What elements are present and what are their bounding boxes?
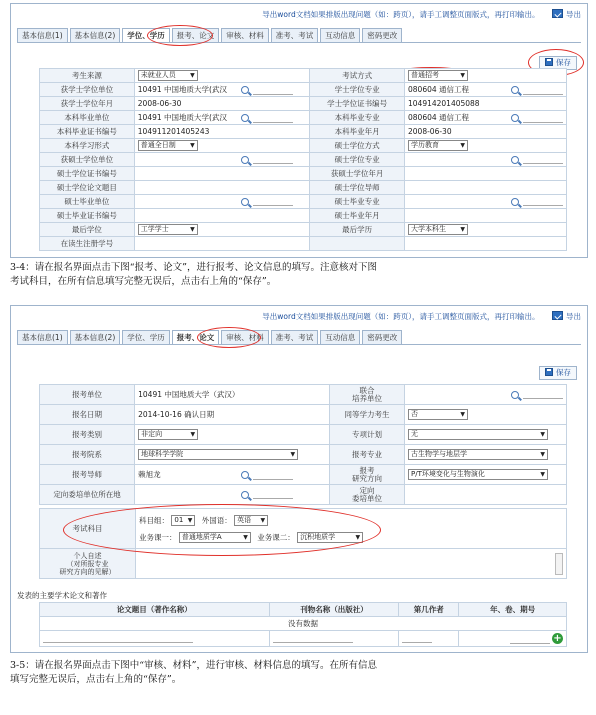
field-cell: [405, 223, 567, 237]
save-icon: [545, 368, 553, 376]
select-field[interactable]: P/T环境变化与生物演化 ▼: [408, 469, 548, 480]
field-label: 学士学位专业: [310, 83, 405, 97]
field-label: 报考院系: [40, 445, 135, 465]
field-cell: [134, 237, 309, 251]
papers-column-header: 刊物名称（出版社）: [269, 603, 399, 617]
field-label: 硕士毕业证书编号: [40, 209, 135, 223]
search-icon[interactable]: [241, 198, 249, 206]
tab-item[interactable]: 准考、考试: [271, 330, 319, 345]
field-label: 获学士学位单位: [40, 83, 135, 97]
search-underline: [523, 155, 563, 164]
instruction-3-4: [10, 261, 377, 289]
course1-label: 业务课一：: [139, 532, 177, 542]
tab-item[interactable]: 基本信息(1): [17, 28, 68, 43]
search-underline: [253, 155, 293, 164]
field-cell: [405, 405, 567, 425]
tab-bar: [17, 28, 402, 43]
field-label: 最后学位: [40, 223, 135, 237]
field-cell: [405, 425, 567, 445]
search-field-value[interactable]: 080604 通信工程: [408, 113, 470, 122]
export-hint-link[interactable]: 导出word文档如果排版出现问题（如：跨页），请手工调整页面版式，再打印输出。: [262, 312, 540, 321]
select-field[interactable]: 未就业人员 ▼: [138, 70, 198, 81]
text-field-value[interactable]: 104914201405088: [408, 99, 480, 108]
caption-line: 填写完整无误后，点击右上角的“保存”。: [10, 674, 182, 685]
field-cell: [405, 153, 567, 167]
foreign-language-label: 外国语：: [201, 515, 232, 525]
field-cell: [405, 125, 567, 139]
tab-item[interactable]: 互动信息: [320, 330, 360, 345]
field-label: 考生来源: [40, 69, 135, 83]
select-field[interactable]: 学历教育 ▼: [408, 140, 468, 151]
field-label: 本科毕业专业: [310, 111, 405, 125]
search-underline: [253, 490, 293, 499]
form-row: [40, 195, 567, 209]
caption-line: 3-4：请在报名界面点击下图“报考、论文”，进行报考、论文信息的填写。注意核对下图: [10, 262, 378, 273]
search-underline: [253, 114, 293, 123]
caption-line: 考试科目，在所有信息填写完整无误后，点击右上角的“保存”。: [10, 276, 277, 287]
field-label: 获硕士学位年月: [310, 167, 405, 181]
top-bar: [11, 4, 587, 26]
form-row: [40, 139, 567, 153]
tab-item[interactable]: 密码更改: [362, 28, 402, 43]
select-field[interactable]: 普通全日制 ▼: [138, 140, 198, 151]
tab-item[interactable]: 报考、论文: [172, 28, 220, 43]
field-label: 硕士毕业单位: [40, 195, 135, 209]
field-label: 硕士学位论文题目: [40, 181, 135, 195]
course1-select[interactable]: 普通地质学A ▼: [179, 532, 251, 543]
application-form-table: [39, 384, 567, 505]
text-field-value[interactable]: 104911201405243: [137, 127, 210, 136]
search-icon[interactable]: [241, 86, 249, 94]
exam-subjects-table: [39, 508, 567, 579]
search-underline: [523, 390, 563, 399]
add-paper-icon[interactable]: +: [553, 633, 562, 644]
form-row: [40, 111, 567, 125]
field-cell: [134, 97, 309, 111]
form-row: [40, 83, 567, 97]
tab-item[interactable]: 审核、材料: [221, 28, 269, 43]
field-cell: [134, 111, 309, 125]
field-cell: [135, 445, 330, 465]
form-row: [40, 181, 567, 195]
form-row: [40, 485, 567, 505]
field-label: 报考 研究方向: [329, 465, 404, 485]
tab-divider: [17, 42, 581, 43]
tab-item[interactable]: 基本信息(2): [70, 28, 121, 43]
field-cell: [134, 195, 309, 209]
tab-item[interactable]: 基本信息(1): [17, 330, 68, 345]
papers-section-title: 发表的主要学术论文和著作: [17, 591, 107, 600]
search-underline: [253, 197, 293, 206]
field-label: 硕士学位证书编号: [40, 167, 135, 181]
word-export-icon[interactable]: [552, 9, 563, 18]
form-row: [40, 167, 567, 181]
textarea-scrollbar[interactable]: [555, 553, 563, 575]
save-label: 保存: [556, 58, 571, 67]
search-underline: [523, 197, 563, 206]
form-row: [40, 385, 567, 405]
field-cell: [134, 167, 309, 181]
search-icon[interactable]: [511, 114, 519, 122]
search-icon[interactable]: [241, 156, 249, 164]
field-cell: [405, 485, 567, 505]
search-underline: [523, 114, 563, 123]
export-button[interactable]: 导出: [566, 10, 581, 19]
field-cell: [134, 83, 309, 97]
field-label: 硕士学位导师: [310, 181, 405, 195]
select-field[interactable]: 古生物学与地层学 ▼: [408, 449, 548, 460]
field-cell: [405, 385, 567, 405]
field-label: 获硕士学位单位: [40, 153, 135, 167]
search-icon[interactable]: [511, 391, 519, 399]
field-cell: [405, 83, 567, 97]
papers-column-header: 年、卷、期号: [459, 603, 567, 617]
field-label: 本科学习形式: [40, 139, 135, 153]
degree-form-table: [39, 68, 567, 251]
tab-item[interactable]: 互动信息: [320, 28, 360, 43]
field-cell: [405, 465, 567, 485]
field-cell: [135, 385, 330, 405]
field-cell: [134, 181, 309, 195]
field-label: 硕士学位方式: [310, 139, 405, 153]
no-data-text: 没有数据: [40, 617, 567, 631]
word-export-icon[interactable]: [552, 311, 563, 320]
tab-item[interactable]: 密码更改: [362, 330, 402, 345]
search-underline: [253, 86, 293, 95]
form-row: [40, 405, 567, 425]
field-cell: [134, 153, 309, 167]
field-cell: [405, 167, 567, 181]
tab-item[interactable]: 报考、论文: [172, 330, 220, 345]
field-label: 报考单位: [40, 385, 135, 405]
text-field-value[interactable]: 10491 中国地质大学（武汉）: [138, 390, 240, 399]
foreign-language-select[interactable]: 英语 ▼: [234, 515, 268, 526]
field-label: 定向 委培单位: [329, 485, 404, 505]
text-field-value[interactable]: 2014-10-16 确认日期: [138, 410, 215, 419]
text-field-value[interactable]: 2008-06-30: [408, 127, 452, 136]
subject-group-select[interactable]: 01 ▼: [171, 515, 195, 526]
field-cell: [405, 237, 567, 251]
field-label: 联合 培养单位: [329, 385, 404, 405]
search-icon[interactable]: [241, 491, 249, 499]
tab-item[interactable]: 基本信息(2): [70, 330, 121, 345]
papers-table: [39, 602, 567, 647]
exam-subjects-cell: [136, 509, 567, 549]
field-label: 专项计划: [329, 425, 404, 445]
personal-statement-field[interactable]: [136, 549, 567, 579]
field-cell: [135, 425, 330, 445]
field-cell: [135, 405, 330, 425]
field-label: 在读生注册学号: [40, 237, 135, 251]
field-label: [310, 237, 405, 251]
exam-subjects-label: 考试科目: [40, 509, 136, 549]
tab-item[interactable]: 学位、学历: [122, 330, 170, 345]
search-icon[interactable]: [511, 198, 519, 206]
form-row: [40, 465, 567, 485]
save-button[interactable]: [539, 366, 577, 380]
course2-label: 业务课二：: [257, 532, 295, 542]
field-label: 报考导师: [40, 465, 135, 485]
field-label: 获学士学位年月: [40, 97, 135, 111]
select-field[interactable]: 否 ▼: [408, 409, 468, 420]
field-cell: [405, 139, 567, 153]
field-cell: [405, 69, 567, 83]
field-cell: [405, 97, 567, 111]
field-label: 本科毕业证书编号: [40, 125, 135, 139]
form-row: [40, 125, 567, 139]
export-button[interactable]: 导出: [566, 312, 581, 321]
field-label: 硕士学位专业: [310, 153, 405, 167]
field-cell: [405, 181, 567, 195]
field-cell: [134, 139, 309, 153]
papers-column-header: 论文题目（著作名称）: [40, 603, 270, 617]
search-underline: [253, 471, 293, 480]
subject-group-label: 科目组：: [139, 515, 169, 525]
search-field-value[interactable]: 080604 通信工程: [408, 85, 470, 94]
field-label: 报考专业: [329, 445, 404, 465]
field-cell: [405, 445, 567, 465]
select-field[interactable]: 工学学士 ▼: [138, 224, 198, 235]
field-cell: [134, 223, 309, 237]
field-cell: [405, 209, 567, 223]
form-row: [40, 97, 567, 111]
form-row: [40, 445, 567, 465]
tab-item[interactable]: 准考、考试: [271, 28, 319, 43]
search-underline: [523, 86, 563, 95]
tab-divider: [17, 344, 581, 345]
form-row: [40, 237, 567, 251]
search-icon[interactable]: [511, 86, 519, 94]
field-label: 同等学力考生: [329, 405, 404, 425]
search-field-value[interactable]: 赖旭龙: [138, 470, 161, 479]
search-icon[interactable]: [511, 156, 519, 164]
search-field-value[interactable]: 10491 中国地质大学(武汉: [137, 85, 227, 94]
save-icon: [545, 58, 553, 66]
field-cell: [134, 209, 309, 223]
screenshot-degree-tab: [10, 3, 588, 258]
field-label: 报考类别: [40, 425, 135, 445]
select-field[interactable]: 非定向 ▼: [138, 429, 198, 440]
field-label: 学士学位证书编号: [310, 97, 405, 111]
field-label: 本科毕业年月: [310, 125, 405, 139]
screenshot-application-tab: [10, 305, 588, 653]
personal-statement-label: 个人自述 （对所报专业 研究方向的见解）: [40, 549, 136, 579]
instruction-3-5: [10, 659, 377, 687]
field-label: 考试方式: [310, 69, 405, 83]
papers-column-header: 第几作者: [399, 603, 459, 617]
field-cell: [405, 195, 567, 209]
select-field[interactable]: 大学本科生 ▼: [408, 224, 468, 235]
form-row: [40, 153, 567, 167]
tab-item[interactable]: 审核、材料: [221, 330, 269, 345]
field-label: 最后学历: [310, 223, 405, 237]
search-field-value[interactable]: 10491 中国地质大学(武汉: [137, 113, 227, 122]
tab-item[interactable]: 学位、学历: [122, 28, 170, 43]
form-row: [40, 209, 567, 223]
field-cell: [135, 485, 330, 505]
export-hint-link[interactable]: 导出word文档如果排版出现问题（如：跨页），请手工调整页面版式，再打印输出。: [262, 10, 540, 19]
field-label: 报名日期: [40, 405, 135, 425]
text-field-value[interactable]: 2008-06-30: [137, 99, 182, 108]
field-label: 硕士毕业年月: [310, 209, 405, 223]
form-row: [40, 425, 567, 445]
select-field[interactable]: 地球科学学院 ▼: [138, 449, 298, 460]
field-cell: [134, 69, 309, 83]
form-row: [40, 223, 567, 237]
field-label: 定向委培单位所在地: [40, 485, 135, 505]
field-cell: [134, 125, 309, 139]
search-icon[interactable]: [241, 471, 249, 479]
tab-bar: [17, 330, 402, 345]
select-field[interactable]: 普通招考 ▼: [408, 70, 468, 81]
field-cell: [405, 111, 567, 125]
caption-line: 3-5：请在报名界面点击下图中“审核、材料”，进行审核、材料信息的填写。在所有信息: [10, 660, 378, 671]
field-cell: [135, 465, 330, 485]
field-label: 硕士毕业专业: [310, 195, 405, 209]
field-label: 本科毕业单位: [40, 111, 135, 125]
course2-select[interactable]: 沉积地质学 ▼: [297, 532, 363, 543]
top-bar: [11, 306, 587, 328]
save-label: 保存: [556, 368, 571, 377]
form-row: [40, 69, 567, 83]
select-field[interactable]: 无 ▼: [408, 429, 548, 440]
search-icon[interactable]: [241, 114, 249, 122]
